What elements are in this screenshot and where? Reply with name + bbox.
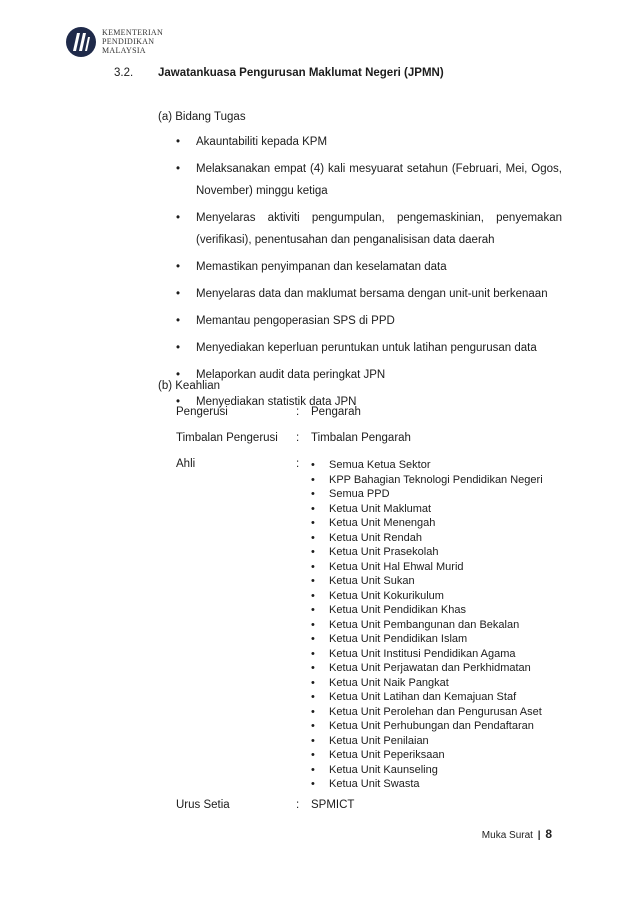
bullet: • bbox=[176, 212, 181, 224]
bullet: • bbox=[176, 288, 181, 300]
member-item: • KPP Bahagian Teknologi Pendidikan Negeri bbox=[311, 473, 543, 486]
bullet: • bbox=[311, 763, 315, 776]
member-item: • Ketua Unit Institusi Pendidikan Agama bbox=[311, 647, 516, 660]
bullet: • bbox=[176, 315, 181, 327]
member-item: • Ketua Unit Peperiksaan bbox=[311, 749, 445, 761]
duty-item: • Menyediakan statistik data JPN bbox=[176, 391, 562, 413]
member-item: • Ketua Unit Kaunseling bbox=[311, 763, 438, 776]
bullet: • bbox=[311, 720, 315, 732]
bullet: • bbox=[311, 560, 315, 573]
bullet: • bbox=[311, 633, 315, 645]
deputy-label: Timbalan Pengerusi bbox=[176, 432, 278, 444]
member-item: • Ketua Unit Pembangunan dan Bekalan bbox=[311, 618, 520, 631]
logo-wordmark: KEMENTERIAN PENDIDIKAN MALAYSIA bbox=[102, 28, 164, 55]
ministry-emblem-icon bbox=[64, 25, 98, 59]
member-item: • Ketua Unit Menengah bbox=[311, 517, 436, 529]
member-item: • Semua Ketua Sektor bbox=[311, 459, 431, 471]
bullet: • bbox=[176, 342, 181, 354]
section-title: Jawatankuasa Pengurusan Maklumat Negeri (JPMN) bbox=[158, 67, 444, 79]
duty-item: • Menyelaras aktiviti pengumpulan, pengemaskinian, penyemakan (verifikasi), penentusahan dan penganalisisan data daerah bbox=[176, 207, 562, 251]
chair-value: Pengarah bbox=[311, 406, 361, 418]
member-item: • Ketua Unit Kokurikulum bbox=[311, 589, 444, 602]
duty-item: • Menyelaras data dan maklumat bersama dengan unit-unit berkenaan bbox=[176, 283, 562, 305]
deputy-value: Timbalan Pengarah bbox=[311, 432, 411, 444]
page-footer bbox=[482, 827, 552, 841]
bullet: • bbox=[311, 778, 315, 790]
bullet: • bbox=[311, 705, 315, 718]
membership-heading: (b) Keahlian bbox=[158, 380, 221, 392]
page-number: 8 bbox=[545, 827, 552, 841]
members-label: Ahli bbox=[176, 458, 196, 470]
member-item: • Ketua Unit Hal Ehwal Murid bbox=[311, 560, 464, 573]
duties-heading: (a) Bidang Tugas bbox=[158, 111, 246, 123]
bullet: • bbox=[311, 691, 315, 703]
secretariat-value: SPMICT bbox=[311, 799, 355, 811]
duty-item: • Memastikan penyimpanan dan keselamatan data bbox=[176, 256, 562, 278]
bullet: • bbox=[311, 517, 315, 529]
duty-item: • Memantau pengoperasian SPS di PPD bbox=[176, 310, 562, 332]
member-item: • Ketua Unit Penilaian bbox=[311, 734, 429, 747]
bullet: • bbox=[311, 604, 315, 616]
members-colon: : bbox=[296, 458, 300, 470]
bullet: • bbox=[311, 662, 315, 674]
member-item: • Ketua Unit Prasekolah bbox=[311, 546, 439, 558]
member-item: • Ketua Unit Sukan bbox=[311, 575, 415, 587]
chair-label: Pengerusi bbox=[176, 406, 228, 418]
bullet: • bbox=[311, 531, 315, 544]
bullet: • bbox=[311, 502, 315, 515]
member-item: • Ketua Unit Perjawatan dan Perkhidmatan bbox=[311, 662, 531, 674]
bullet: • bbox=[176, 261, 181, 273]
member-item: • Ketua Unit Swasta bbox=[311, 778, 420, 790]
member-item: • Ketua Unit Latihan dan Kemajuan Staf bbox=[311, 691, 517, 703]
bullet: • bbox=[176, 369, 181, 381]
duty-item: • Menyediakan keperluan peruntukan untuk latihan pengurusan data bbox=[176, 337, 562, 359]
bullet: • bbox=[311, 647, 315, 660]
duties-list bbox=[176, 131, 562, 418]
member-item: • Ketua Unit Rendah bbox=[311, 531, 422, 544]
bullet: • bbox=[311, 488, 315, 500]
duty-item: • Melaksanakan empat (4) kali mesyuarat setahun (Februari, Mei, Ogos, November) minggu ketiga bbox=[176, 158, 562, 202]
footer-separator: | bbox=[537, 830, 541, 841]
member-item: • Ketua Unit Pendidikan Khas bbox=[311, 604, 466, 616]
deputy-colon: : bbox=[296, 432, 300, 444]
ministry-logo bbox=[64, 25, 184, 61]
duty-item: • Akauntabiliti kepada KPM bbox=[176, 131, 562, 153]
bullet: • bbox=[311, 459, 315, 471]
member-item: • Ketua Unit Naik Pangkat bbox=[311, 676, 449, 689]
secretariat-label: Urus Setia bbox=[176, 799, 230, 811]
duty-item: • Melaporkan audit data peringkat JPN bbox=[176, 364, 562, 386]
bullet: • bbox=[311, 618, 315, 631]
secretariat-colon: : bbox=[296, 799, 300, 811]
bullet: • bbox=[311, 749, 315, 761]
member-item: • Ketua Unit Perolehan dan Pengurusan Aset bbox=[311, 705, 542, 718]
bullet: • bbox=[311, 589, 315, 602]
bullet: • bbox=[311, 575, 315, 587]
bullet: • bbox=[176, 136, 181, 148]
bullet: • bbox=[311, 546, 315, 558]
bullet: • bbox=[311, 473, 315, 486]
member-item: • Semua PPD bbox=[311, 488, 390, 500]
section-number: 3.2. bbox=[114, 67, 134, 79]
bullet: • bbox=[311, 734, 315, 747]
member-item: • Ketua Unit Maklumat bbox=[311, 502, 432, 515]
bullet: • bbox=[176, 163, 181, 175]
bullet: • bbox=[311, 676, 315, 689]
members-list bbox=[311, 458, 543, 792]
chair-colon: : bbox=[296, 406, 300, 418]
member-item: • Ketua Unit Pendidikan Islam bbox=[311, 633, 468, 645]
footer-label: Muka Surat bbox=[481, 830, 533, 841]
bullet: • bbox=[176, 396, 181, 408]
member-item: • Ketua Unit Perhubungan dan Pendaftaran bbox=[311, 720, 534, 732]
